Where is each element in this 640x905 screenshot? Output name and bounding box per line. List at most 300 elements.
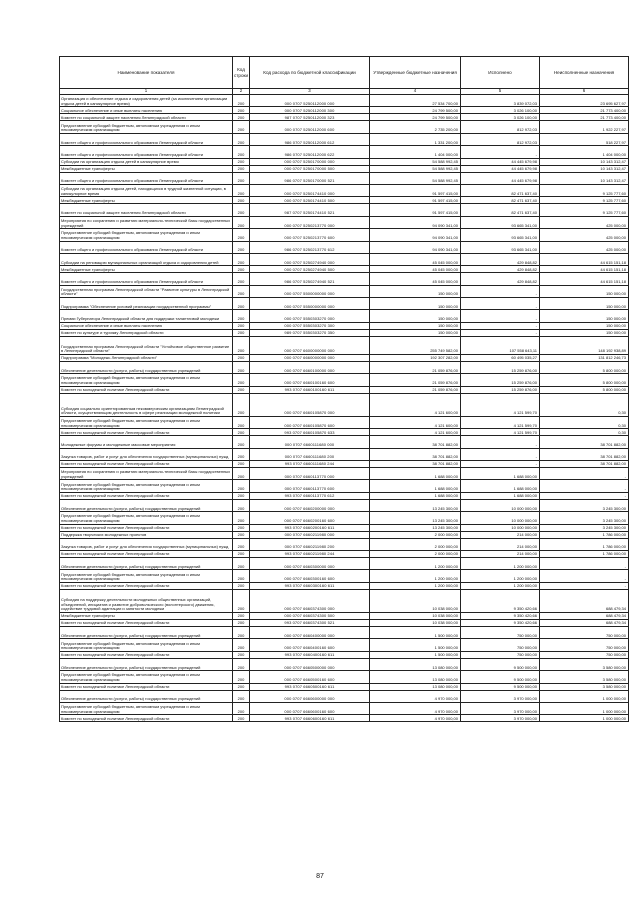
row-approved: 4 970 000,00	[370, 690, 461, 702]
row-line-code: 200	[233, 671, 250, 683]
row-name: Государственная программа Ленинградской области "Развитие культуры в Ленинградской области"	[60, 285, 233, 297]
row-budget-code: 000 0707 5250112000 600	[250, 121, 370, 133]
row-budget-code: 993 0707 6660113770 612	[250, 492, 370, 499]
row-executed: 3 970 000,00	[461, 690, 540, 702]
row-unexecuted: 3 580 000,00	[540, 658, 629, 670]
row-executed: 4 121 599,70	[461, 429, 540, 436]
row-line-code: 200	[233, 121, 250, 133]
row-name: Межбюджетные трансферты	[60, 613, 233, 620]
row-approved: 13 245 300,00	[370, 512, 461, 524]
row-line-code: 200	[233, 285, 250, 297]
row-unexecuted: 38 701 882,00	[540, 436, 629, 448]
row-name: Закупка товаров, работ и услуг для обеспечения государственных (муниципальных) нужд	[60, 538, 233, 550]
table-row	[60, 570, 629, 582]
row-name: Мероприятия по сохранению и развитию материально-технической базы государственных учреждений	[60, 216, 233, 228]
row-name: Комитет общего и профессионального образования Ленинградской области	[60, 133, 233, 145]
row-approved: 94 090 341,00	[370, 229, 461, 241]
row-budget-code: 993 0707 6660300160 611	[250, 582, 370, 589]
table-row	[60, 461, 629, 468]
row-budget-code: 993 0707 6660105870 633	[250, 429, 370, 436]
row-name: Предоставление субсидий бюджетным, автономным учреждениям и иным некоммерческим организациям	[60, 229, 233, 241]
row-line-code: 200	[233, 550, 250, 557]
row-approved: 91 597 415,00	[370, 204, 461, 216]
row-budget-code: 000 0707 6660111680 000	[250, 436, 370, 448]
table-row	[60, 429, 629, 436]
row-name: Комитет по молодежной политике Ленинградской области	[60, 550, 233, 557]
row-executed: 1 200 000,00	[461, 582, 540, 589]
row-executed: 10 000 000,00	[461, 499, 540, 511]
table-row	[60, 184, 629, 196]
row-approved: 21 059 876,00	[370, 374, 461, 386]
row-line-code: 200	[233, 620, 250, 627]
row-name: Субсидии на организацию отдыха детей в каникулярное время	[60, 158, 233, 165]
row-name: Закупка товаров, работ и услуг для обеспечения государственных (муниципальных) нужд	[60, 448, 233, 460]
table-row	[60, 329, 629, 336]
row-unexecuted: 10 143 312,47	[540, 172, 629, 184]
row-approved: 27 534 700,00	[370, 95, 461, 107]
row-approved: 4 121 600,00	[370, 393, 461, 416]
table-row	[60, 310, 629, 322]
table-row	[60, 671, 629, 683]
row-budget-code: 000 0707 6660200000 000	[250, 499, 370, 511]
row-executed: 9 500 000,00	[461, 683, 540, 690]
table-row	[60, 436, 629, 448]
row-budget-code: 000 0707 6660211980 200	[250, 538, 370, 550]
row-budget-code: 987 0707 5250112000 323	[250, 114, 370, 121]
row-approved: 38 701 882,00	[370, 461, 461, 468]
row-budget-code: 000 0707 5250274940 000	[250, 253, 370, 265]
row-approved: 4 121 600,00	[370, 429, 461, 436]
row-executed: 429 848,82	[461, 273, 540, 285]
row-approved: 192 307 282,00	[370, 354, 461, 361]
row-budget-code: 986 0707 5250170000 521	[250, 172, 370, 184]
header-unexecuted: Неисполненные назначения	[540, 57, 629, 89]
row-budget-code: 000 0707 6660100000 000	[250, 361, 370, 373]
row-unexecuted: 21 773 400,00	[540, 114, 629, 121]
row-unexecuted: 425 000,00	[540, 229, 629, 241]
row-unexecuted: 44 615 151,18	[540, 253, 629, 265]
table-row	[60, 589, 629, 612]
row-unexecuted: 425 000,00	[540, 216, 629, 228]
row-line-code: 200	[233, 690, 250, 702]
row-approved: 1 200 000,00	[370, 582, 461, 589]
row-unexecuted: 1 404 000,00	[540, 146, 629, 158]
table-row	[60, 702, 629, 714]
table-row	[60, 468, 629, 480]
row-unexecuted: -	[540, 570, 629, 582]
row-executed: 812 972,03	[461, 121, 540, 133]
row-name: Обеспечение деятельности (услуги, работы) государственных учреждений	[60, 627, 233, 639]
row-line-code: 200	[233, 658, 250, 670]
row-name: Комитет по молодежной политике Ленинградской области	[60, 524, 233, 531]
row-line-code: 200	[233, 448, 250, 460]
row-name: Субсидия социально ориентированным некоммерческим организациям Ленинградской области, осуществляющим деятельность в сфере реализации молодежной политики	[60, 393, 233, 416]
table-row	[60, 121, 629, 133]
table-row	[60, 639, 629, 651]
row-executed: 429 848,82	[461, 253, 540, 265]
table-row	[60, 651, 629, 658]
row-name: Предоставление субсидий бюджетным, автономным учреждениям и иным некоммерческим организациям	[60, 671, 233, 683]
table-row	[60, 298, 629, 310]
row-executed: 93 665 341,00	[461, 241, 540, 253]
row-budget-code: 000 0707 6660600000 000	[250, 690, 370, 702]
table-row	[60, 448, 629, 460]
table-row	[60, 683, 629, 690]
row-approved: 13 080 000,00	[370, 683, 461, 690]
report-document	[59, 56, 628, 722]
header-approved: Утвержденные бюджетные назначения	[370, 57, 461, 89]
row-approved: 2 000 000,00	[370, 531, 461, 538]
row-name: Комитет по молодежной политике Ленинградской области	[60, 582, 233, 589]
row-approved: 94 090 341,00	[370, 216, 461, 228]
table-row	[60, 322, 629, 329]
row-executed: 60 495 035,27	[461, 354, 540, 361]
row-name: Предоставление субсидий бюджетным, автономным учреждениям и иным некоммерческим организациям	[60, 512, 233, 524]
row-budget-code: 000 0707 6660500000 000	[250, 658, 370, 670]
row-executed: 82 471 637,40	[461, 197, 540, 204]
row-executed: -	[461, 146, 540, 158]
row-executed: 1 688 000,00	[461, 492, 540, 499]
row-name: Поддержка творческих молодежных проектов	[60, 531, 233, 538]
row-budget-code: 000 0707 6660500160 600	[250, 671, 370, 683]
row-name: Обеспечение деятельности (услуги, работы) государственных учреждений	[60, 690, 233, 702]
row-line-code: 200	[233, 158, 250, 165]
row-approved: 10 038 000,00	[370, 620, 461, 627]
column-index: 1	[60, 89, 233, 95]
row-unexecuted: 10 143 312,47	[540, 165, 629, 172]
row-approved: 91 597 415,00	[370, 197, 461, 204]
row-budget-code: 000 0707 6660200160 600	[250, 512, 370, 524]
row-line-code: 200	[233, 702, 250, 714]
row-name: Комитет по молодежной политике Ленинградской области	[60, 620, 233, 627]
row-name: Предоставление субсидий бюджетным, автономным учреждениям и иным некоммерческим организациям	[60, 416, 233, 428]
row-unexecuted: -	[540, 468, 629, 480]
row-approved: 10 038 000,00	[370, 613, 461, 620]
row-approved: 24 799 500,00	[370, 107, 461, 114]
row-approved: 1 404 000,00	[370, 146, 461, 158]
row-executed: 750 000,00	[461, 651, 540, 658]
row-line-code: 200	[233, 416, 250, 428]
row-unexecuted: 1 786 000,00	[540, 531, 629, 538]
row-budget-code: 987 0707 5250174410 521	[250, 204, 370, 216]
row-line-code: 200	[233, 461, 250, 468]
table-row	[60, 386, 629, 393]
row-unexecuted: 425 000,00	[540, 241, 629, 253]
row-line-code: 200	[233, 95, 250, 107]
row-approved: 1 331 200,00	[370, 133, 461, 145]
row-line-code: 200	[233, 253, 250, 265]
row-budget-code: 000 0707 5250170000 500	[250, 165, 370, 172]
row-budget-code: 000 0707 6660000000 000	[250, 354, 370, 361]
row-line-code: 200	[233, 589, 250, 612]
row-unexecuted: 3 245 300,00	[540, 499, 629, 511]
row-budget-code: 000 0707 6660105870 000	[250, 393, 370, 416]
row-budget-code: 000 0707 5250112000 300	[250, 107, 370, 114]
table-row	[60, 658, 629, 670]
row-name: Обеспечение деятельности (услуги, работы) государственных учреждений	[60, 557, 233, 569]
table-row	[60, 550, 629, 557]
row-budget-code: 993 0707 6660200160 611	[250, 524, 370, 531]
row-line-code: 200	[233, 374, 250, 386]
row-budget-code: 000 0707 6660111680 200	[250, 448, 370, 460]
row-approved: 1 500 000,00	[370, 639, 461, 651]
row-name: Субсидии на реновацию муниципальных организаций отдыха и оздоровления детей	[60, 253, 233, 265]
row-name: Обеспечение деятельности (услуги, работы) государственных учреждений	[60, 658, 233, 670]
row-executed: 214 000,00	[461, 538, 540, 550]
row-executed: 214 000,00	[461, 550, 540, 557]
row-approved: 38 701 882,00	[370, 436, 461, 448]
row-name: Комитет по молодежной политике Ленинградской области	[60, 461, 233, 468]
row-executed: 44 445 679,98	[461, 158, 540, 165]
row-executed: 107 558 643,11	[461, 336, 540, 354]
row-approved: 54 588 992,45	[370, 165, 461, 172]
row-unexecuted: 1 000 000,00	[540, 702, 629, 714]
table-row	[60, 158, 629, 165]
column-index: 6	[540, 89, 629, 95]
row-executed: 10 000 000,00	[461, 524, 540, 531]
row-line-code: 200	[233, 531, 250, 538]
table-row	[60, 165, 629, 172]
row-line-code: 200	[233, 524, 250, 531]
row-budget-code: 986 0707 5250213770 612	[250, 241, 370, 253]
row-name: Подпрограмма "Обеспечение условий реализации государственной программы"	[60, 298, 233, 310]
row-unexecuted: 3 580 000,00	[540, 683, 629, 690]
row-line-code: 200	[233, 557, 250, 569]
row-executed: 4 121 599,70	[461, 393, 540, 416]
row-unexecuted: 3 580 000,00	[540, 671, 629, 683]
row-unexecuted: 150 000,00	[540, 285, 629, 297]
column-index: 2	[233, 89, 250, 95]
row-budget-code: 000 0707 5250170000 000	[250, 158, 370, 165]
row-approved: 1 500 000,00	[370, 651, 461, 658]
row-unexecuted: 38 701 882,00	[540, 448, 629, 460]
row-unexecuted: 0,30	[540, 429, 629, 436]
header-name: Наименование показателя	[60, 57, 233, 89]
row-line-code: 200	[233, 570, 250, 582]
row-name: Комитет по социальной защите населения Ленинградской области	[60, 204, 233, 216]
row-executed: -	[461, 329, 540, 336]
table-row	[60, 146, 629, 158]
row-line-code: 200	[233, 229, 250, 241]
table-row	[60, 253, 629, 265]
row-approved: 54 588 992,45	[370, 172, 461, 184]
row-line-code: 200	[233, 241, 250, 253]
row-approved: 91 597 415,00	[370, 184, 461, 196]
row-executed: 3 839 072,03	[461, 95, 540, 107]
row-line-code: 200	[233, 582, 250, 589]
row-name: Мероприятия по сохранению и развитию материально-технической базы государственных учреждений	[60, 468, 233, 480]
row-line-code: 200	[233, 512, 250, 524]
row-approved: 150 000,00	[370, 285, 461, 297]
row-budget-code: 993 0707 6660211980 244	[250, 550, 370, 557]
row-unexecuted: 1 786 000,00	[540, 550, 629, 557]
row-budget-code: 000 0707 5550000000 000	[250, 298, 370, 310]
row-executed: 9 350 420,66	[461, 589, 540, 612]
row-approved: 45 045 000,00	[370, 266, 461, 273]
row-unexecuted: -	[540, 480, 629, 492]
row-unexecuted: 150 000,00	[540, 298, 629, 310]
row-unexecuted: 38 701 882,00	[540, 461, 629, 468]
row-executed: -	[461, 310, 540, 322]
row-name: Предоставление субсидий бюджетным, автономным учреждениям и иным некоммерческим организациям	[60, 570, 233, 582]
row-unexecuted: 150 000,00	[540, 310, 629, 322]
row-budget-code: 000 0707 6660374300 500	[250, 613, 370, 620]
row-budget-code: 986 0707 5250274940 521	[250, 273, 370, 285]
table-row	[60, 690, 629, 702]
row-unexecuted: 9 125 777,60	[540, 184, 629, 196]
row-line-code: 200	[233, 627, 250, 639]
row-approved: 21 059 876,00	[370, 386, 461, 393]
row-executed: 3 026 100,00	[461, 114, 540, 121]
row-budget-code: 000 0707 6660113770 000	[250, 468, 370, 480]
row-line-code: 200	[233, 639, 250, 651]
row-line-code: 200	[233, 322, 250, 329]
row-unexecuted: 44 615 151,18	[540, 273, 629, 285]
row-executed: 4 121 599,70	[461, 416, 540, 428]
row-name: Комитет по молодежной политике Ленинградской области	[60, 429, 233, 436]
row-line-code: 200	[233, 436, 250, 448]
row-executed: 1 200 000,00	[461, 557, 540, 569]
row-budget-code: 993 0707 6660100160 611	[250, 386, 370, 393]
row-unexecuted: 688 479,34	[540, 620, 629, 627]
row-name: Предоставление субсидий бюджетным, автономным учреждениям и иным некоммерческим организациям	[60, 480, 233, 492]
row-executed: 44 445 679,98	[461, 172, 540, 184]
row-name: Комитет общего и профессионального образования Ленинградской области	[60, 172, 233, 184]
row-executed: 9 500 000,00	[461, 671, 540, 683]
table-row	[60, 627, 629, 639]
row-approved: 1 200 000,00	[370, 570, 461, 582]
row-budget-code: 000 0707 6600000000 000	[250, 336, 370, 354]
row-unexecuted: 0,30	[540, 393, 629, 416]
row-executed: -	[461, 298, 540, 310]
header-executed: Исполнено	[461, 57, 540, 89]
row-line-code: 200	[233, 184, 250, 196]
row-executed: 1 688 000,00	[461, 468, 540, 480]
row-name: Социальное обеспечение и иные выплаты населению	[60, 107, 233, 114]
row-unexecuted: -	[540, 557, 629, 569]
row-executed: 1 200 000,00	[461, 570, 540, 582]
row-approved: 255 749 582,00	[370, 336, 461, 354]
row-unexecuted: 3 245 300,00	[540, 524, 629, 531]
row-unexecuted: -	[540, 582, 629, 589]
row-name: Комитет общего и профессионального образования Ленинградской области	[60, 273, 233, 285]
table-row	[60, 95, 629, 107]
row-executed: -	[461, 436, 540, 448]
row-line-code: 200	[233, 499, 250, 511]
row-approved: 1 200 000,00	[370, 557, 461, 569]
table-row	[60, 361, 629, 373]
row-line-code: 200	[233, 107, 250, 114]
row-executed: 3 970 000,00	[461, 702, 540, 714]
row-line-code: 200	[233, 310, 250, 322]
row-name: Социальное обеспечение и иные выплаты населению	[60, 322, 233, 329]
row-name: Комитет общего и профессионального образования Ленинградской области	[60, 146, 233, 158]
row-unexecuted: 131 812 246,73	[540, 354, 629, 361]
row-executed: 812 972,03	[461, 133, 540, 145]
row-name: Предоставление субсидий бюджетным, автономным учреждениям и иным некоммерческим организациям	[60, 374, 233, 386]
table-row	[60, 266, 629, 273]
row-executed: 10 000 000,00	[461, 512, 540, 524]
row-approved: 45 045 000,00	[370, 253, 461, 265]
page-number: 87	[316, 873, 324, 880]
row-approved: 45 045 000,00	[370, 273, 461, 285]
row-approved: 24 799 500,00	[370, 114, 461, 121]
table-row	[60, 499, 629, 511]
row-line-code: 200	[233, 266, 250, 273]
row-executed: 82 471 637,40	[461, 184, 540, 196]
table-row	[60, 416, 629, 428]
row-unexecuted: 688 479,34	[540, 589, 629, 612]
table-row	[60, 197, 629, 204]
row-name: Комитет по культуре и туризму Ленинградской области	[60, 329, 233, 336]
row-budget-code: 986 0707 5250112000 612	[250, 133, 370, 145]
row-unexecuted: 1 000 000,00	[540, 690, 629, 702]
row-name: Предоставление субсидий бюджетным, автономным учреждениям и иным некоммерческим организациям	[60, 639, 233, 651]
header-budget-code: Код расхода по бюджетной классификации	[250, 57, 370, 89]
row-executed: 9 500 000,00	[461, 658, 540, 670]
table-row	[60, 582, 629, 589]
row-unexecuted: 1 922 227,97	[540, 121, 629, 133]
table-row	[60, 531, 629, 538]
row-approved: 2 000 000,00	[370, 550, 461, 557]
row-line-code: 200	[233, 165, 250, 172]
header-line-code: Код строки	[233, 57, 250, 89]
table-row	[60, 538, 629, 550]
row-name: Обеспечение деятельности (услуги, работы) государственных учреждений	[60, 361, 233, 373]
row-unexecuted: 5 800 000,00	[540, 374, 629, 386]
row-approved: 10 038 000,00	[370, 589, 461, 612]
row-line-code: 200	[233, 480, 250, 492]
row-approved: 94 090 341,00	[370, 241, 461, 253]
row-unexecuted: 5 800 000,00	[540, 386, 629, 393]
row-approved: 13 080 000,00	[370, 658, 461, 670]
row-budget-code: 000 0707 5250174410 500	[250, 197, 370, 204]
row-executed: 93 665 341,00	[461, 229, 540, 241]
row-unexecuted: 150 000,00	[540, 322, 629, 329]
table-row	[60, 216, 629, 228]
row-executed: 750 000,00	[461, 627, 540, 639]
row-approved: 1 688 000,00	[370, 480, 461, 492]
row-unexecuted: 5 800 000,00	[540, 361, 629, 373]
row-name: Организация и обеспечение отдыха и оздоровления детей (за исключением организации отдыха детей в каникулярное время)	[60, 95, 233, 107]
row-name: Предоставление субсидий бюджетным, автономным учреждениям и иным некоммерческим организациям	[60, 702, 233, 714]
row-budget-code: 000 0707 5250112000 000	[250, 95, 370, 107]
row-executed: 82 471 637,40	[461, 204, 540, 216]
table-row	[60, 512, 629, 524]
row-name: Субсидия на поддержку деятельности молодежных общественных организаций, объединений, инициатив и развитие добровольческого (волонтерского) движения, содействие трудовой адаптации и занятости молодежи	[60, 589, 233, 612]
row-unexecuted: 9 125 777,60	[540, 204, 629, 216]
row-budget-code: 993 0707 6660400160 611	[250, 651, 370, 658]
row-budget-code: 993 0707 6660374300 521	[250, 620, 370, 627]
row-approved: 1 688 000,00	[370, 492, 461, 499]
row-line-code: 200	[233, 683, 250, 690]
table-row	[60, 492, 629, 499]
row-approved: 2 000 000,00	[370, 538, 461, 550]
column-index: 5	[461, 89, 540, 95]
row-executed: 429 848,82	[461, 266, 540, 273]
row-name: Премии Губернатора Ленинградской области для поддержки талантливой молодежи	[60, 310, 233, 322]
row-budget-code: 000 0707 5550303270 000	[250, 310, 370, 322]
row-unexecuted: 1 000 000,00	[540, 715, 629, 722]
row-executed: -	[461, 285, 540, 297]
row-line-code: 200	[233, 216, 250, 228]
row-approved: 13 245 300,00	[370, 524, 461, 531]
row-budget-code: 000 0707 5250213770 000	[250, 216, 370, 228]
row-budget-code: 000 0707 6660400160 600	[250, 639, 370, 651]
row-executed: 15 259 876,00	[461, 361, 540, 373]
table-row	[60, 273, 629, 285]
table-row	[60, 336, 629, 354]
